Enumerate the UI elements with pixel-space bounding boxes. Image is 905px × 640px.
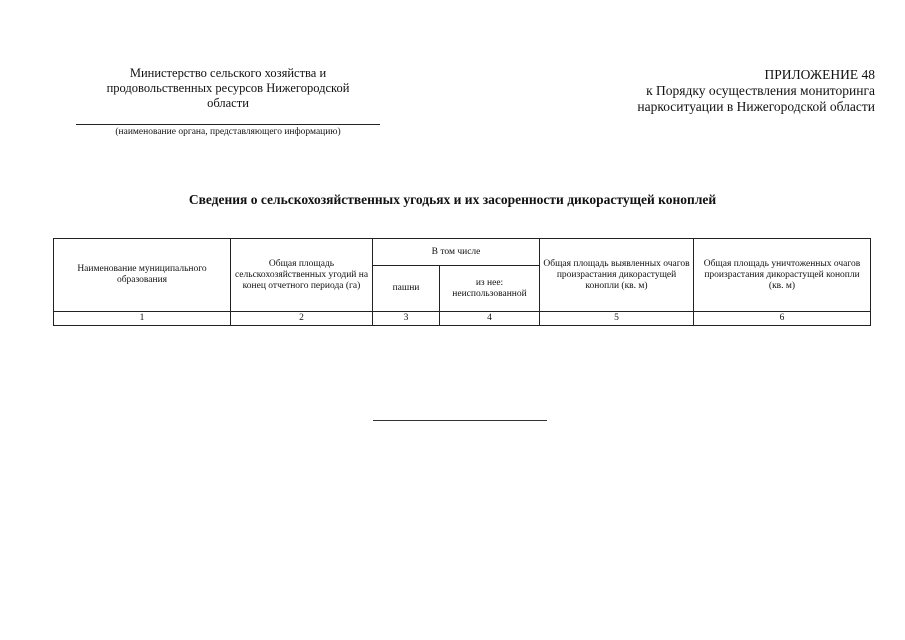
- header-arable: пашни: [373, 266, 440, 312]
- column-number: 6: [694, 312, 871, 326]
- column-number: 4: [440, 312, 540, 326]
- column-number: 1: [54, 312, 231, 326]
- organization-name-line: продовольственных ресурсов Нижегородской: [106, 81, 350, 95]
- organization-underline: [76, 124, 380, 125]
- organization-block: [76, 66, 380, 138]
- column-number: 5: [540, 312, 694, 326]
- header-destroyed-area: Общая площадь уничтоженных очагов произрастания дикорастущей конопли (кв. м): [694, 239, 871, 312]
- appendix-block: [535, 67, 875, 115]
- organization-name-line: области: [207, 96, 249, 110]
- header-unused: из нее: неиспользованной: [440, 266, 540, 312]
- column-number: 3: [373, 312, 440, 326]
- organization-caption: (наименование органа, представляющего информацию): [115, 127, 341, 137]
- header-municipality: Наименование муниципального образования: [54, 239, 231, 312]
- appendix-number: ПРИЛОЖЕНИЕ 48: [764, 67, 875, 82]
- column-number: 2: [231, 312, 373, 326]
- organization-name-line: Министерство сельского хозяйства и: [129, 66, 327, 80]
- closing-divider: [373, 420, 547, 421]
- appendix-reference-line: к Порядку осуществления мониторинга: [646, 83, 875, 98]
- report-table: [53, 238, 871, 326]
- header-total-area: Общая площадь сельскохозяйственных угодий на конец отчетного периода (га): [231, 239, 373, 312]
- appendix-reference-line: наркоситуации в Нижегородской области: [637, 99, 875, 114]
- page-title: Сведения о сельскохозяйственных угодьях и их засоренности дикорастущей коноплей: [188, 192, 717, 207]
- header-including: В том числе: [373, 239, 540, 266]
- header-detected-area: Общая площадь выявленных очагов произрастания дикорастущей конопли (кв. м): [540, 239, 694, 312]
